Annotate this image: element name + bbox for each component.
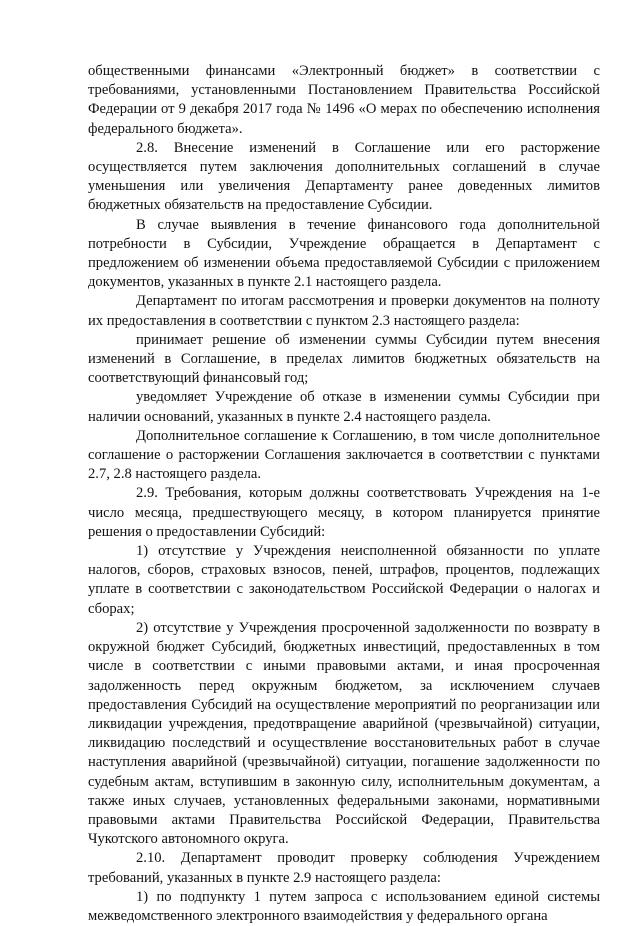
paragraph-requirement-2: 2) отсутствие у Учреждения просроченной задолженности по возврату в окружной бюджет Субсидий, бюджетных инвестиций, предоставленных в том числе в соответствии с иными правовыми актами, и иная просроченная задолженность перед окружным бюджетом, за исключением случаев предоставления Субсидий на осуществление мероприятий по реорганизации или ликвидации учреждения, предотвращение аварийной (чрезвычайной) ситуации, ликвидацию последствий и осуществление восстановительных работ в случае наступления аварийной (чрезвычайной) ситуации, погашение задолженности по судебным актам, вступившим в законную силу, исполнительным документам, а также иных случаев, установленных федеральными законами, нормативными правовыми актами Правительства Российской Федерации, Правительства Чукотского автономного округа. (88, 619, 600, 848)
paragraph-check-1: 1) по подпункту 1 путем запроса с использованием единой системы межведомственного электронного взаимодействия у федерального органа (88, 888, 600, 924)
document-text (88, 62, 600, 926)
paragraph-department-review: Департамент по итогам рассмотрения и проверки документов на полноту их предоставления в соответствии с пунктом 2.3 настоящего раздела: (88, 293, 600, 329)
paragraph-decision-change: принимает решение об изменении суммы Субсидии путем внесения изменений в Соглашение, в пределах лимитов бюджетных обязательств на соответствующий финансовый год; (88, 331, 600, 387)
paragraph-2-10: 2.10. Департамент проводит проверку соблюдения Учреждением требований, указанных в пункте 2.9 настоящего раздела: (88, 850, 600, 886)
paragraph-2-9: 2.9. Требования, которым должны соответствовать Учреждения на 1-е число месяца, предшествующего месяцу, в котором планируется принятие решения о предоставлении Субсидий: (88, 485, 600, 540)
paragraph-2-8: 2.8. Внесение изменений в Соглашение или его расторжение осуществляется путем заключения дополнительных соглашений в случае уменьшения или увеличения Департаменту ранее доведенных лимитов бюджетных обязательств на предоставление Субсидии. (88, 139, 600, 214)
paragraph-refusal-notice: уведомляет Учреждение об отказе в изменении суммы Субсидии при наличии оснований, указанных в пункте 2.4 настоящего раздела. (88, 389, 600, 425)
paragraph-requirement-1: 1) отсутствие у Учреждения неисполненной обязанности по уплате налогов, сборов, страховых взносов, пеней, штрафов, процентов, подлежащих уплате в соответствии с законодательством Российской Федерации о налогах и сборах; (88, 543, 600, 617)
paragraph-additional-need: В случае выявления в течение финансового года дополнительной потребности в Субсидии, Учреждение обращается в Департамент с предложением об изменении объема предоставляемой Субсидии с приложением документов, указанных в пункте 2.1 настоящего раздела. (88, 216, 600, 291)
paragraph-additional-agreement: Дополнительное соглашение к Соглашению, в том числе дополнительное соглашение о расторжении Соглашения заключается в соответствии с пунктами 2.7, 2.8 настоящего раздела. (88, 427, 600, 483)
paragraph-continuation: общественными финансами «Электронный бюджет» в соответствии с требованиями, установленными Постановлением Правительства Российской Федерации от 9 декабря 2017 года № 1496 «О мерах по обеспечению исполнения федерального бюджета». (88, 63, 600, 137)
